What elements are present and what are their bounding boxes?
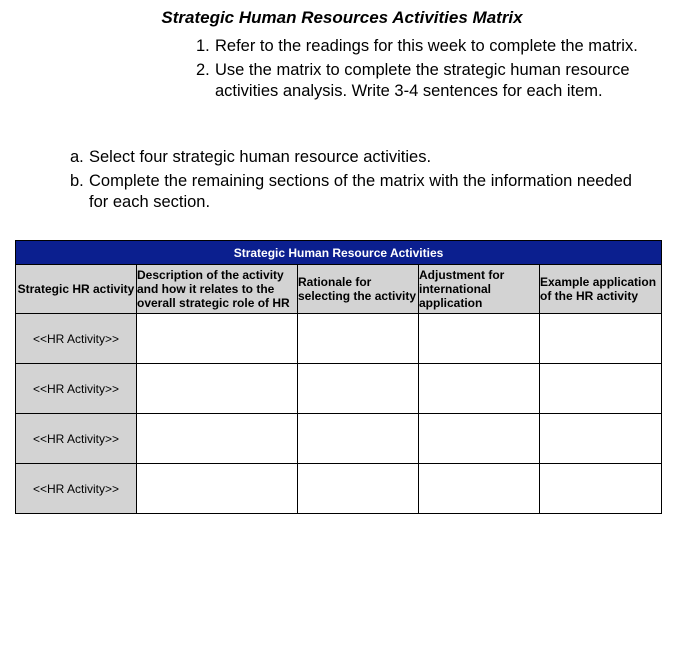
table-cell[interactable] xyxy=(298,364,419,414)
column-header: Rationale for selecting the activity xyxy=(298,265,419,314)
column-header: Adjustment for international application xyxy=(419,265,540,314)
activities-matrix xyxy=(15,240,662,514)
table-cell[interactable] xyxy=(137,414,298,464)
instruction-item xyxy=(196,60,646,103)
row-label: <<HR Activity>> xyxy=(16,314,137,364)
column-header: Example application of the HR activity xyxy=(540,265,662,314)
list-marker: 2. xyxy=(196,60,210,79)
list-marker: b. xyxy=(70,171,84,190)
table-row xyxy=(16,314,662,364)
table-cell[interactable] xyxy=(419,314,540,364)
table-cell[interactable] xyxy=(137,314,298,364)
table-cell[interactable] xyxy=(540,364,662,414)
row-label: <<HR Activity>> xyxy=(16,414,137,464)
matrix-banner: Strategic Human Resource Activities xyxy=(16,241,662,265)
table-cell[interactable] xyxy=(540,414,662,464)
lettered-instructions xyxy=(70,147,650,216)
table-cell[interactable] xyxy=(419,364,540,414)
numbered-instructions xyxy=(196,36,646,105)
table-cell[interactable] xyxy=(137,464,298,514)
column-header: Description of the activity and how it relates to the overall strategic role of HR xyxy=(137,265,298,314)
instruction-text: Complete the remaining sections of the matrix with the information needed for each section. xyxy=(89,171,632,211)
instruction-text: Select four strategic human resource activities. xyxy=(89,148,432,166)
instruction-text: Use the matrix to complete the strategic human resource activities analysis. Write 3-4 sentences for each item. xyxy=(215,60,630,100)
table-row xyxy=(16,364,662,414)
table-cell[interactable] xyxy=(419,414,540,464)
row-label: <<HR Activity>> xyxy=(16,464,137,514)
instruction-item xyxy=(70,147,650,169)
instruction-text: Refer to the readings for this week to complete the matrix. xyxy=(215,37,638,55)
table-row xyxy=(16,464,662,514)
table-row xyxy=(16,414,662,464)
instruction-item xyxy=(196,36,646,58)
table-cell[interactable] xyxy=(137,364,298,414)
row-label: <<HR Activity>> xyxy=(16,364,137,414)
list-marker: 1. xyxy=(196,37,210,55)
list-marker: a. xyxy=(70,148,84,166)
table-cell[interactable] xyxy=(298,464,419,514)
table-cell[interactable] xyxy=(419,464,540,514)
table-cell[interactable] xyxy=(298,314,419,364)
table-cell[interactable] xyxy=(540,314,662,364)
column-header: Strategic HR activity xyxy=(16,265,137,314)
table-cell[interactable] xyxy=(540,464,662,514)
page-title: Strategic Human Resources Activities Matrix xyxy=(161,8,523,27)
table-cell[interactable] xyxy=(298,414,419,464)
instruction-item xyxy=(70,171,650,214)
